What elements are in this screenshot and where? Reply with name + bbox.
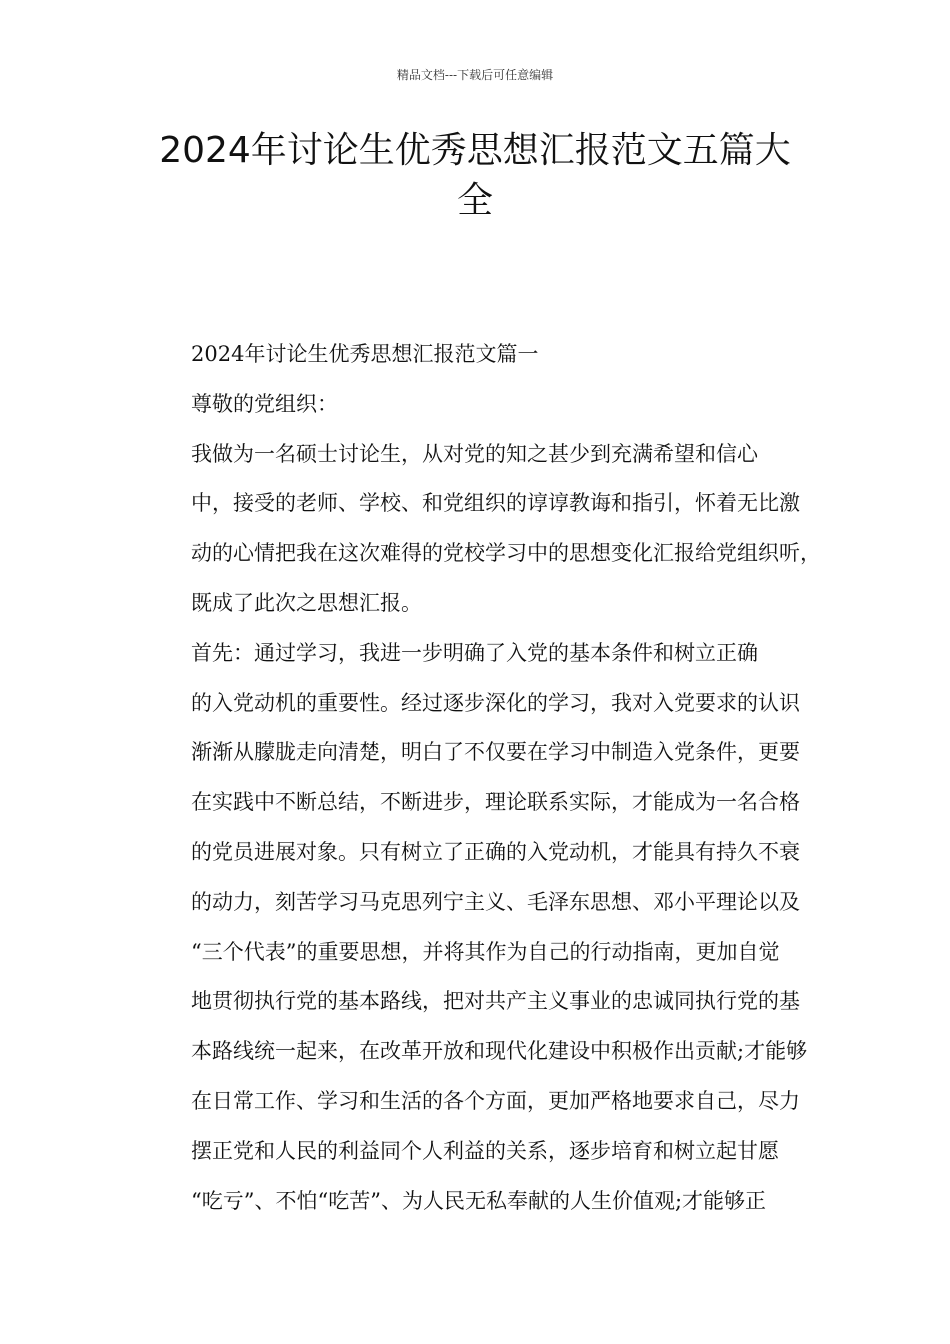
text-line: “三个代表”的重要思想，并将其作为自己的行动指南，更加自觉	[191, 939, 780, 964]
title-line-1: 2024年讨论生优秀思想汇报范文五篇大	[159, 130, 791, 171]
text-line: 本路线统一起来，在改革开放和现代化建设中积极作出贡献;才能够	[191, 1039, 808, 1064]
text-line: 地贯彻执行党的基本路线，把对共产主义事业的忠诚同执行党的基	[191, 989, 800, 1014]
text-line: 中，接受的老师、学校、和党组织的谆谆教诲和指引，怀着无比激	[191, 491, 800, 516]
text-line: 的党员进展对象。只有树立了正确的入党动机，才能具有持久不衰	[191, 839, 800, 864]
text-line: “吃亏”、不怕“吃苦”、为人民无私奉献的人生价值观;才能够正	[191, 1188, 767, 1213]
text-line: 动的心情把我在这次难得的党校学习中的思想变化汇报给党组织听，	[191, 541, 821, 566]
document-body	[145, 330, 825, 1226]
text-line: 的入党动机的重要性。经过逐步深化的学习，我对入党要求的认识	[191, 690, 800, 715]
header-note: 精品文档---下载后可任意编辑	[396, 68, 554, 82]
text-line: 在实践中不断总结，不断进步，理论联系实际，才能成为一名合格	[191, 790, 800, 815]
paragraph-2	[145, 629, 825, 1227]
document-title	[120, 126, 830, 226]
paragraph-1	[145, 430, 825, 629]
section-heading: 2024年讨论生优秀思想汇报范文篇一	[191, 342, 539, 366]
title-line-2: 全	[456, 180, 493, 221]
text-line: 我做为一名硕士讨论生，从对党的知之甚少到充满希望和信心	[191, 441, 758, 466]
text-line: 摆正党和人民的利益同个人利益的关系，逐步培育和树立起甘愿	[191, 1138, 779, 1163]
text-line: 在日常工作、学习和生活的各个方面，更加严格地要求自己，尽力	[191, 1088, 800, 1113]
text-line: 渐渐从朦胧走向清楚，明白了不仅要在学习中制造入党条件，更要	[191, 740, 800, 765]
text-line: 既成了此次之思想汇报。	[191, 590, 422, 615]
text-line: 首先：通过学习，我进一步明确了入党的基本条件和树立正确	[191, 640, 758, 665]
text-line: 的动力，刻苦学习马克思列宁主义、毛泽东思想、邓小平理论以及	[191, 889, 800, 914]
salutation: 尊敬的党组织：	[191, 391, 338, 416]
